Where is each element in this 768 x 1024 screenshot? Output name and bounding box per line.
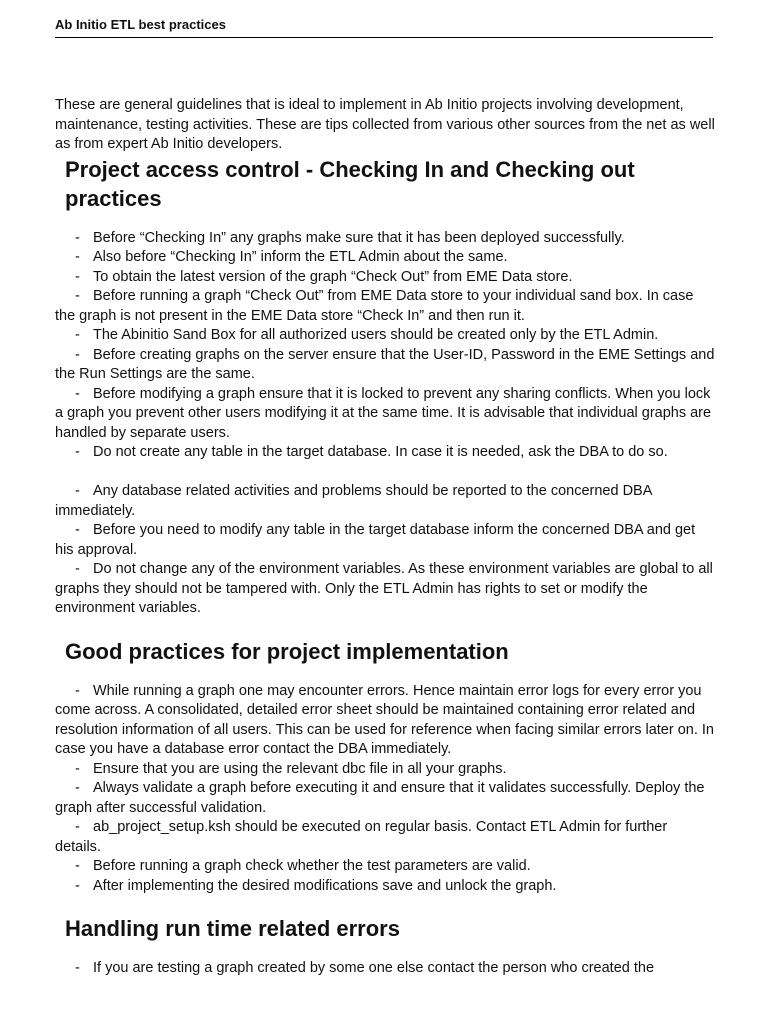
- list-item: - If you are testing a graph created by some one else contact the person who created the: [75, 960, 655, 976]
- runtime-errors-list: [55, 959, 715, 979]
- list-item: - Any database related activities and problems should be reported to the concerned DBA immediately.: [55, 483, 652, 519]
- section-heading-runtime-errors: Handling run time related errors: [65, 916, 400, 941]
- list-item: - Before running a graph “Check Out” from EME Data store to your individual sand box. In case the graph is not present in the EME Data store “Check In” and then run it.: [55, 288, 694, 324]
- list-item: - ab_project_setup.ksh should be executed on regular basis. Contact ETL Admin for further details.: [55, 819, 668, 855]
- document-body: [55, 96, 715, 979]
- list-item: - Do not create any table in the target database. In case it is needed, ask the DBA to do so.: [75, 444, 668, 460]
- page-header: Ab Initio ETL best practices: [55, 17, 713, 38]
- list-item: - While running a graph one may encounter errors. Hence maintain error logs for every error you come across. A consolidated, detailed error sheet should be maintained containing error related and resolution information of all users. This can be used for reference when facing similar errors later on. In case you have a database error contact the DBA immediately.: [55, 682, 714, 757]
- list-item: - Always validate a graph before executing it and ensure that it validates successfully. Deploy the graph after successful validation.: [55, 780, 705, 816]
- list-item: - Before “Checking In” any graphs make sure that it has been deployed successfully.: [75, 229, 625, 246]
- access-control-list: [55, 229, 715, 619]
- good-practices-list: [55, 682, 715, 897]
- intro-paragraph: These are general guidelines that is ideal to implement in Ab Initio projects involving development, maintenance, testing activities. These are tips collected from various other sources from the net as well as from expert Ab Initio developers.: [55, 97, 715, 152]
- spacer: [55, 463, 715, 483]
- list-item: - After implementing the desired modifications save and unlock the graph.: [75, 877, 557, 894]
- list-item: - Before running a graph check whether the test parameters are valid.: [75, 858, 531, 874]
- list-item: - Ensure that you are using the relevant dbc file in all your graphs.: [75, 760, 507, 777]
- list-item: - Also before “Checking In” inform the ETL Admin about the same.: [75, 249, 508, 265]
- list-item: - Before modifying a graph ensure that it is locked to prevent any sharing conflicts. When you lock a graph you prevent other users modifying it at the same time. It is advisable that individual graphs are handled by separate users.: [55, 385, 712, 441]
- list-item: - Before you need to modify any table in the target database inform the concerned DBA and get his approval.: [55, 522, 696, 558]
- list-item: - Do not change any of the environment variables. As these environment variables are global to all graphs they should not be tampered with. Only the ETL Admin has rights to set or modify the environment variables.: [55, 561, 713, 616]
- section-heading-access-control: Project access control - Checking In and Checking out practices: [65, 156, 635, 211]
- section-heading-good-practices: Good practices for project implementation: [65, 638, 509, 664]
- list-item: - To obtain the latest version of the graph “Check Out” from EME Data store.: [75, 268, 573, 285]
- list-item: - The Abinitio Sand Box for all authorized users should be created only by the ETL Admin.: [75, 327, 659, 343]
- list-item: - Before creating graphs on the server ensure that the User-ID, Password in the EME Settings and the Run Settings are the same.: [55, 346, 715, 382]
